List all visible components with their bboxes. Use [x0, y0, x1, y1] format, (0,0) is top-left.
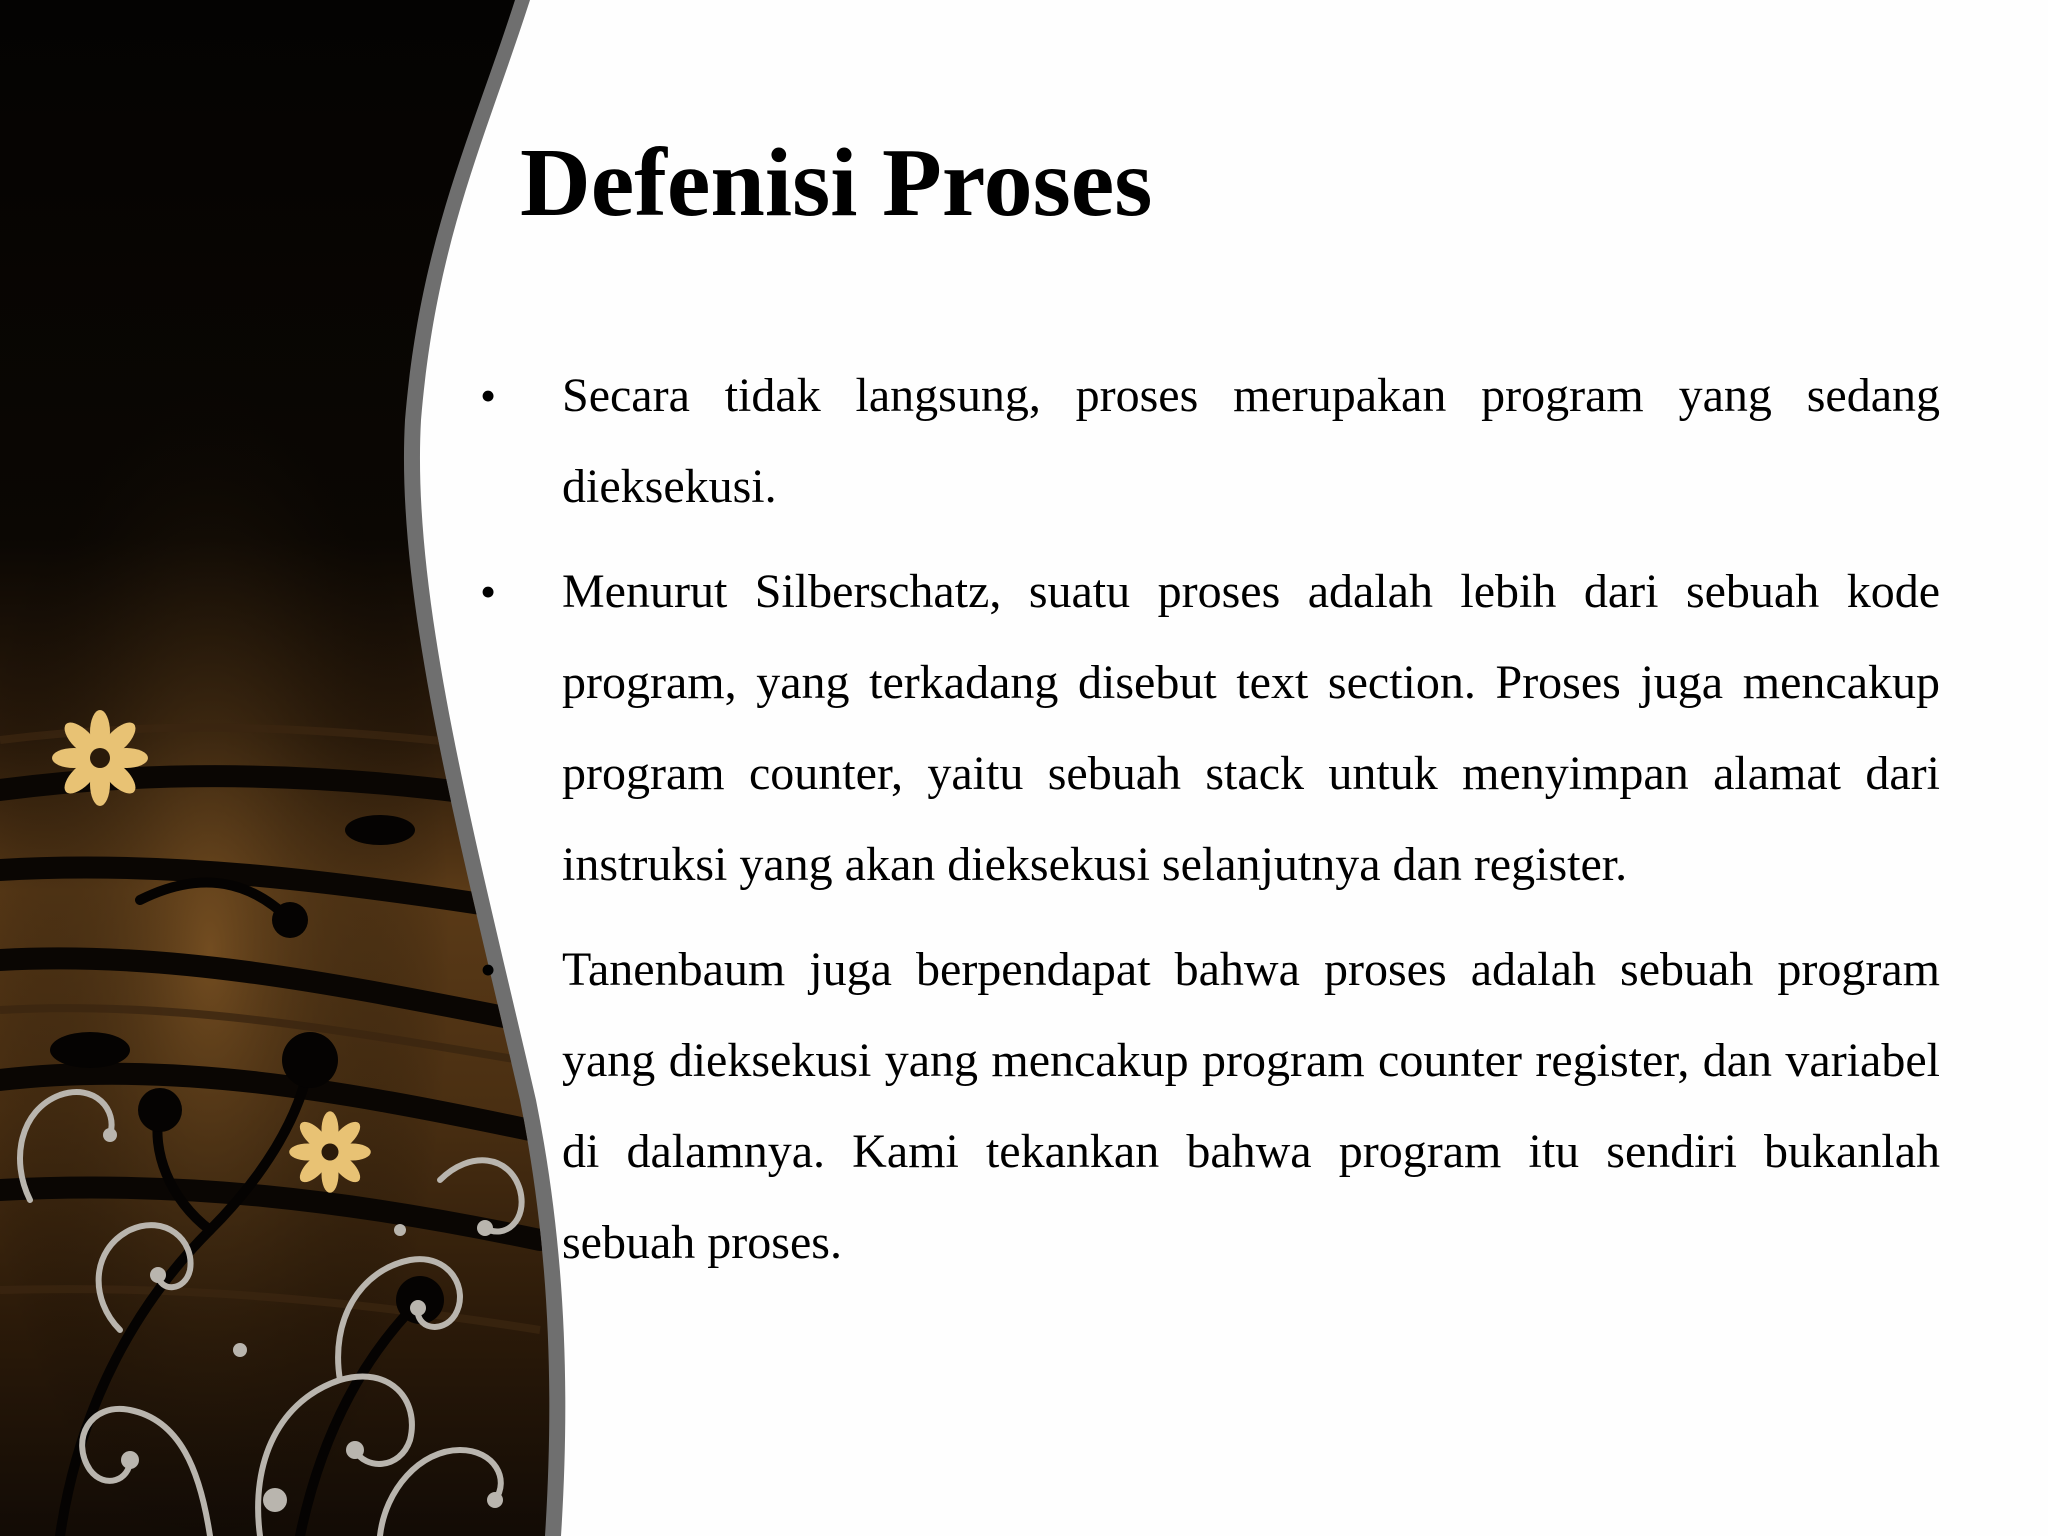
bullet-item: [480, 546, 1940, 910]
bullet-item: [480, 350, 1940, 532]
bullet-item: [480, 924, 1940, 1288]
slide-title: Defenisi Proses: [520, 129, 1153, 237]
flower-icon: [52, 710, 148, 806]
bullet-text: Tanenbaum juga berpendapat bahwa proses adalah sebuah program yang dieksekusi yang mencakup program counter register, dan variabel di dalamnya. Kami tekankan bahwa program itu sendiri bukanlah sebuah proses.: [562, 943, 1940, 1269]
bullet-text: Menurut Silberschatz, suatu proses adalah lebih dari sebuah kode program, yang terkadang disebut text section. Proses juga mencakup program counter, yaitu sebuah stack untuk menyimpan alamat dari instruksi yang akan dieksekusi selanjutnya dan register.: [562, 565, 1940, 891]
bullet-text: Secara tidak langsung, proses merupakan program yang sedang dieksekusi.: [562, 369, 1940, 513]
bullet-list: [480, 350, 1940, 1302]
flower-icon: [289, 1111, 371, 1193]
bullet-marker: •: [480, 370, 497, 421]
bullet-marker: •: [480, 944, 497, 995]
bullet-marker: •: [480, 566, 497, 617]
